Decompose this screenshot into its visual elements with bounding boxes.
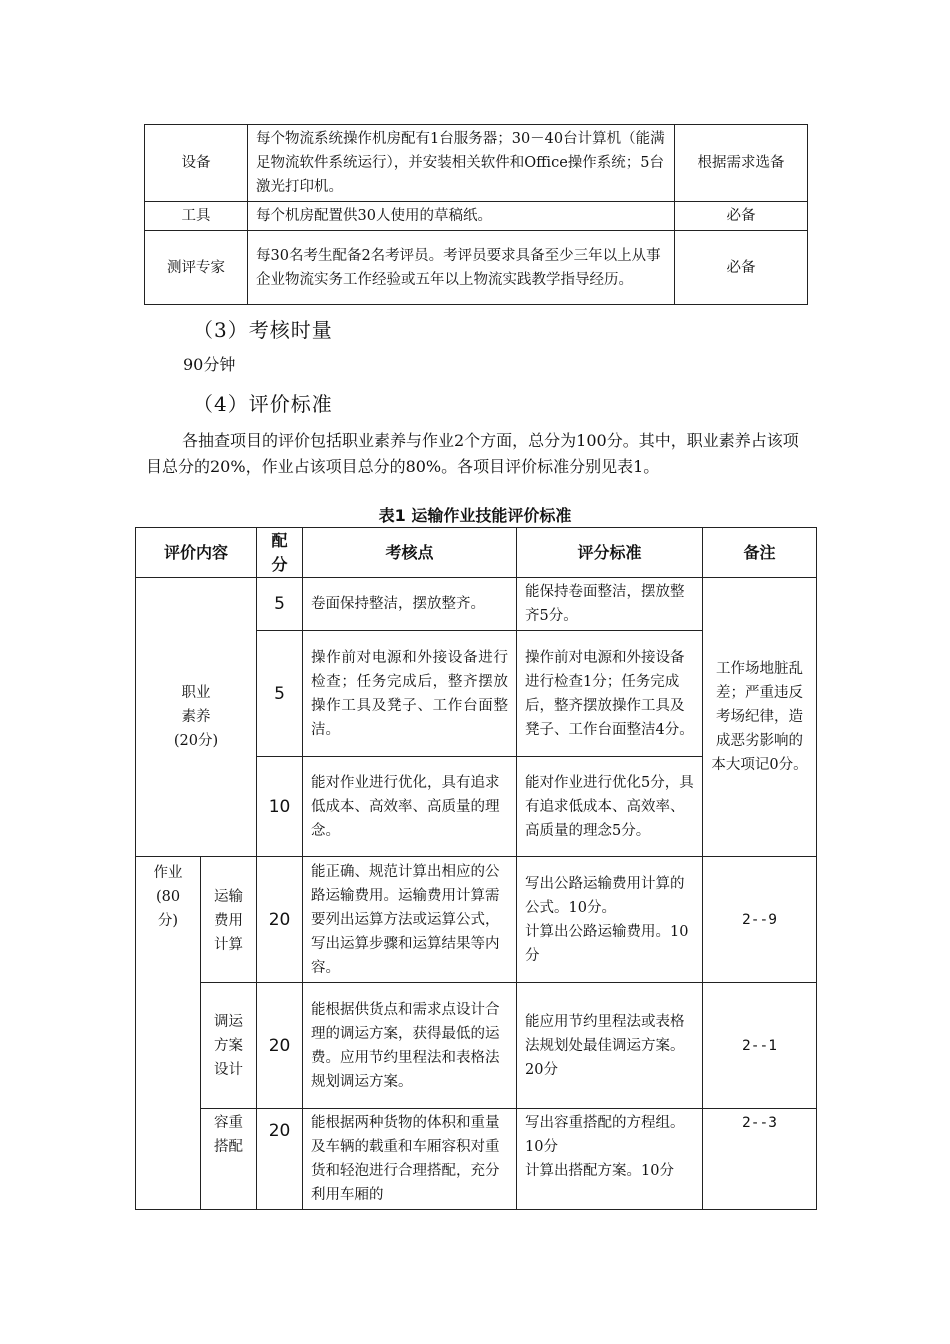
note-cell: 2--9 (703, 857, 817, 983)
professional-note: 工作场地脏乱差；严重违反考场纪律，造成恶劣影响的本大项记0分。 (703, 578, 817, 857)
header-content: 评价内容 (136, 528, 257, 578)
content-cell: 每个物流系统操作机房配有1台服务器；30－40台计算机（能满足物流软件系统运行），并安装相关软件和Office操作系统；5台激光打印机。 (248, 125, 675, 202)
content-cell: 每个机房配置供30人使用的草稿纸。 (248, 202, 675, 231)
point-cell: 卷面保持整洁，摆放整齐。 (303, 578, 517, 631)
header-score: 配分 (257, 528, 303, 578)
score-cell: 20 (257, 857, 303, 983)
point-cell: 能根据供货点和需求点设计合理的调运方案，获得最低的运费。应用节约里程法和表格法规划调运方案。 (303, 983, 517, 1109)
point-cell: 能正确、规范计算出相应的公路运输费用。运输费用计算需要列出运算方法或运算公式，写出运算步骤和运算结果等内容。 (303, 857, 517, 983)
note-cell: 根据需求选备 (675, 125, 808, 202)
point-cell-wrapper (303, 1109, 517, 1210)
standard-cell: 写出公路运输费用计算的公式。10分。 计算出公路运输费用。10分 (517, 857, 703, 983)
point-cell: 能对作业进行优化，具有追求低成本、高效率、高质量的理念。 (303, 757, 517, 857)
standard-cell: 写出容重搭配的方程组。10分 计算出搭配方案。10分 (517, 1109, 703, 1210)
header-row (136, 528, 817, 578)
standard-cell: 能保持卷面整洁，摆放整齐5分。 (517, 578, 703, 631)
header-note: 备注 (703, 528, 817, 578)
item-cell: 工具 (145, 202, 248, 231)
point-cell: 能根据两种货物的体积和重量及车辆的载重和车厢容积对重货和轻泡进行合理搭配，充分利用车厢的 (311, 1115, 500, 1203)
score-cell: 20 (257, 983, 303, 1109)
section-heading: （3）考核时量 (193, 318, 333, 342)
table-row (145, 231, 808, 305)
table-row (145, 202, 808, 231)
category-work: 作业 (80 分) (136, 857, 201, 1210)
item-cell: 测评专家 (145, 231, 248, 305)
table-row (145, 125, 808, 202)
note-cell: 必备 (675, 231, 808, 305)
section-heading: （4）评价标准 (193, 392, 333, 416)
score-cell: 5 (257, 631, 303, 757)
sub-item-cell: 容重 搭配 (201, 1109, 257, 1210)
standard-cell: 操作前对电源和外接设备进行检查1分；任务完成后，整齐摆放操作工具及凳子、工作台面整洁4分。 (517, 631, 703, 757)
table-row (136, 983, 817, 1109)
sub-item-cell: 运输 费用 计算 (201, 857, 257, 983)
score-cell: 10 (257, 757, 303, 857)
table-caption: 表1 运输作业技能评价标准 (378, 506, 572, 525)
paragraph: 各抽查项目的评价包括职业素养与作业2个方面，总分为100分。其中，职业素养占该项目总分的20%，作业占该项目总分的80%。各项目评价标准分别见表1。 (146, 431, 799, 476)
note-cell: 必备 (675, 202, 808, 231)
table-row (136, 1109, 817, 1210)
table-row (136, 578, 817, 631)
point-cell: 操作前对电源和外接设备进行检查；任务完成后，整齐摆放操作工具及凳子、工作台面整洁。 (303, 631, 517, 757)
standard-cell: 能应用节约里程法或表格法规划处最佳调运方案。20分 (517, 983, 703, 1109)
header-standard: 评分标准 (517, 528, 703, 578)
score-cell: 5 (257, 578, 303, 631)
content-cell: 每30名考生配备2名考评员。考评员要求具备至少三年以上从事企业物流实务工作经验或五年以上物流实践教学指导经历。 (248, 231, 675, 305)
table-row (136, 857, 817, 983)
sub-item-cell: 调运 方案 设计 (201, 983, 257, 1109)
header-point: 考核点 (303, 528, 517, 578)
standard-cell: 能对作业进行优化5分，具有追求低成本、高效率、高质量的理念5分。 (517, 757, 703, 857)
item-cell: 设备 (145, 125, 248, 202)
note-cell: 2--3 (703, 1109, 817, 1210)
duration-text: 90分钟 (183, 355, 236, 374)
score-cell: 20 (257, 1109, 303, 1210)
category-professional: 职业 素养 (20分) (136, 578, 257, 857)
evaluation-table (135, 527, 817, 1210)
note-cell: 2--1 (703, 983, 817, 1109)
resource-table (144, 124, 808, 305)
